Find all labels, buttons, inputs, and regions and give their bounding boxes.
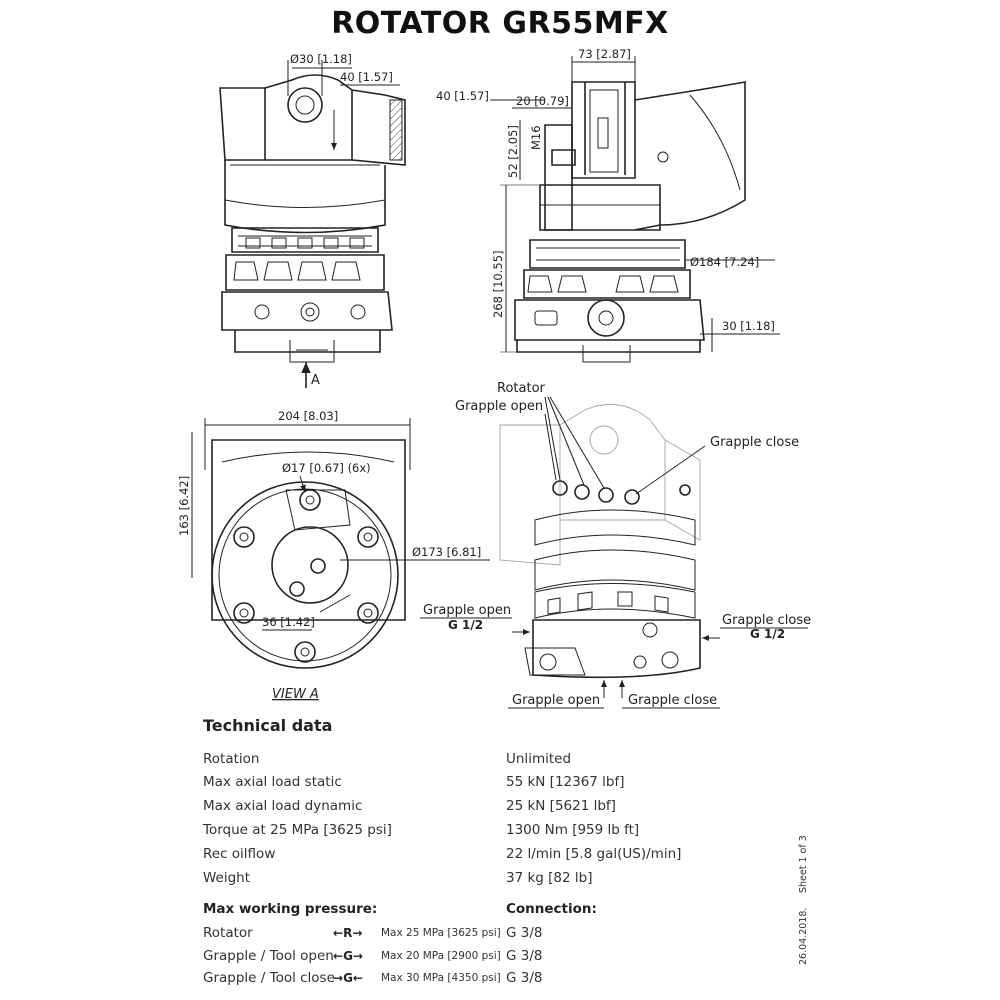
document-title: ROTATOR GR55MFX: [331, 6, 669, 41]
arrow-left-icon: ←: [333, 949, 344, 963]
connection-grapple-close: G 3/8: [506, 970, 543, 986]
label-grapple-close-side: Grapple close: [722, 613, 812, 628]
spec-label-rotation: Rotation: [203, 751, 260, 767]
spec-value-weight: 37 kg [82 lb]: [506, 870, 593, 886]
dim-w204: 204 [8.03]: [278, 409, 339, 423]
dim-v52: 52 [2.05]: [506, 125, 520, 178]
dim-d36: 36 [1.42]: [262, 615, 315, 629]
arrow-a-label: A: [311, 373, 320, 388]
view-a-label: VIEW A: [272, 687, 319, 702]
pressure-label-rotator: Rotator: [203, 925, 253, 941]
spec-value-oilflow: 22 l/min [5.8 gal(US)/min]: [506, 846, 682, 862]
dim-m16: M16: [529, 125, 543, 150]
connection-grapple-open: G 3/8: [506, 948, 543, 964]
label-grapple-close-top: Grapple close: [710, 435, 800, 450]
label-rotator: Rotator: [497, 381, 545, 396]
arrow-left-icon: ←: [333, 926, 344, 940]
pressure-heading: Max working pressure:: [203, 901, 378, 917]
code-r: ←R→: [333, 926, 363, 940]
pressure-max-grapple-close: Max 30 MPa [4350 psi]: [381, 972, 501, 984]
dim-side40: 40 [1.57]: [436, 89, 489, 103]
label-grapple-open-bottom: Grapple open: [512, 693, 601, 708]
spec-label-oilflow: Rec oilflow: [203, 846, 276, 862]
arrow-right-icon: →: [333, 971, 344, 985]
spec-label-dynamic-load: Max axial load dynamic: [203, 798, 363, 814]
pressure-max-rotator: Max 25 MPa [3625 psi]: [381, 927, 501, 939]
footer-sheet: Sheet 1 of 3: [798, 835, 809, 893]
pressure-label-grapple-close: Grapple / Tool close: [203, 970, 335, 986]
spec-label-torque: Torque at 25 MPa [3625 psi]: [203, 822, 392, 838]
side-view: [436, 47, 780, 362]
label-grapple-close-bottom: Grapple close: [628, 693, 718, 708]
pressure-max-grapple-open: Max 20 MPa [2900 psi]: [381, 950, 501, 962]
label-grapple-open-side-thread: G 1/2: [448, 618, 484, 632]
dim-top40: 40 [1.57]: [340, 70, 393, 84]
label-grapple-open-top: Grapple open: [455, 399, 544, 414]
dim-w20: 20 [0.79]: [516, 94, 569, 108]
code-g-open: ←G→: [333, 949, 363, 963]
dim-d184: Ø184 [7.24]: [690, 255, 760, 269]
spec-value-torque: 1300 Nm [959 lb ft]: [506, 822, 640, 838]
spec-value-static-load: 55 kN [12367 lbf]: [506, 774, 625, 790]
arrow-left-icon: ←: [352, 971, 363, 985]
dim-v30: 30 [1.18]: [722, 319, 775, 333]
dim-w73: 73 [2.87]: [578, 47, 631, 61]
pressure-label-grapple-open: Grapple / Tool open: [203, 948, 334, 964]
label-grapple-open-side: Grapple open: [423, 603, 512, 618]
spec-value-rotation: Unlimited: [506, 751, 572, 767]
dim-d173: Ø173 [6.81]: [412, 545, 482, 559]
spec-value-dynamic-load: 25 kN [5621 lbf]: [506, 798, 616, 814]
label-grapple-close-side-thread: G 1/2: [750, 627, 786, 641]
spec-label-static-load: Max axial load static: [203, 774, 342, 790]
code-g-close: →G←: [333, 971, 363, 985]
spec-label-weight: Weight: [203, 870, 251, 886]
front-view: [220, 52, 405, 388]
dim-d17: Ø17 [0.67] (6x): [282, 461, 371, 475]
view-a: [177, 409, 490, 702]
footer-date: 26.04.2018.: [798, 907, 809, 965]
dim-h163: 163 [6.42]: [177, 475, 191, 536]
technical-data-heading: Technical data: [203, 716, 333, 735]
arrow-right-icon: →: [352, 949, 363, 963]
dim-d30: Ø30 [1.18]: [290, 52, 352, 66]
dim-h268: 268 [10.55]: [491, 250, 505, 318]
connection-heading: Connection:: [506, 901, 597, 917]
arrow-right-icon: →: [352, 926, 363, 940]
connection-rotator: G 3/8: [506, 925, 543, 941]
